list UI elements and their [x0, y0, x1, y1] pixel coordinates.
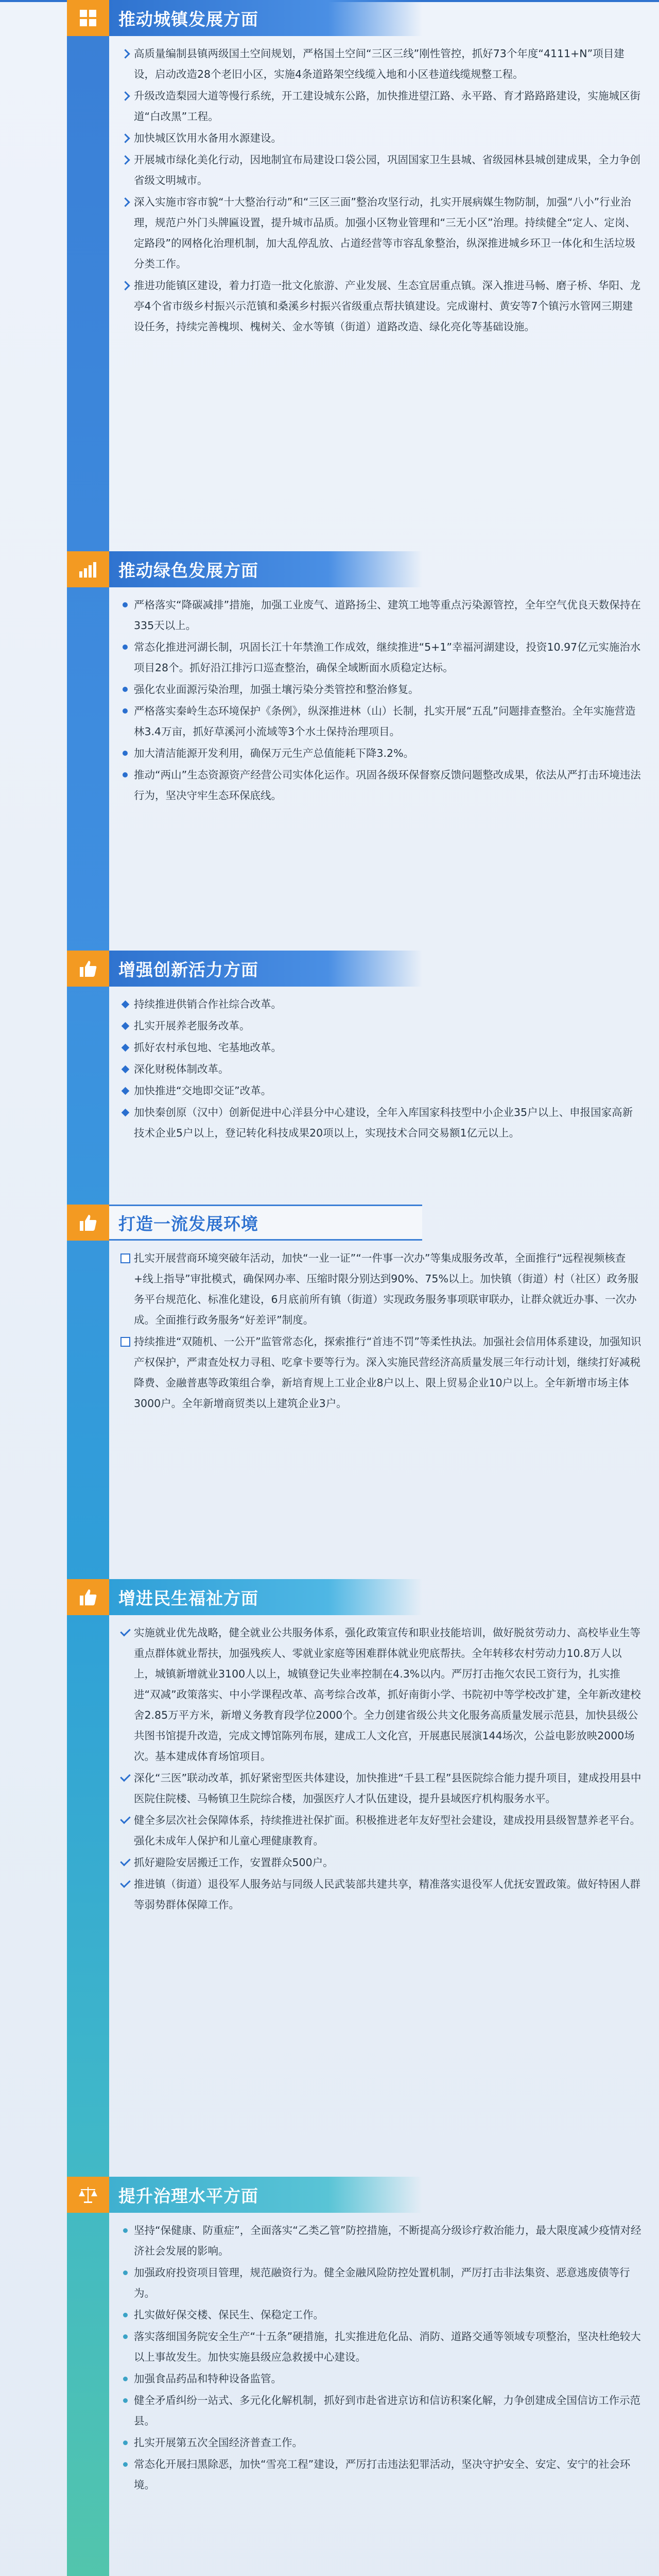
list-item — [117, 1015, 643, 1036]
item-text: 加快城区饮用水备用水源建设。 — [134, 132, 282, 144]
list-item — [117, 1768, 643, 1809]
item-text: 健全矛盾纠纷一站式、多元化化解机制，抓好到市赴省进京访和信访积案化解，力争创建成全国信访工作示范县。 — [134, 2394, 640, 2427]
item-text: 加快秦创原（汉中）创新促进中心洋县分中心建设，全年入库国家科技型中小企业35户以上、申报国家高新技术企业5户以上，登记转化科技成果20项以上，实现技术合同交易额1亿元以上。 — [134, 1106, 633, 1139]
item-text: 加快推进“交地即交证”改革。 — [134, 1084, 272, 1097]
section-header — [67, 551, 422, 587]
square-bullet-icon — [118, 1248, 132, 1268]
check-icon — [118, 1768, 132, 1788]
section-header — [67, 0, 422, 36]
section-title: 提升治理水平方面 — [109, 2177, 422, 2213]
list-item — [117, 595, 643, 636]
diamond-bullet-icon — [118, 1080, 132, 1101]
list-item — [117, 149, 643, 191]
item-text: 深化财税体制改革。 — [134, 1063, 229, 1075]
section-content — [117, 43, 643, 338]
item-text: 加强食品药品和特种设备监管。 — [134, 2372, 282, 2385]
item-text: 扎实开展养老服务改革。 — [134, 1020, 250, 1032]
dot-bullet-icon — [118, 595, 132, 615]
item-text: 加大清洁能源开发利用，确保万元生产总值能耗下降3.2%。 — [134, 747, 414, 759]
list-item — [117, 43, 643, 84]
item-text: 常态化推进河湖长制，巩固长江十年禁渔工作成效，继续推进“5+1”幸福河湖建设，投资10.97亿元实施治水项目28个。抓好沿江排污口巡查整治，确保全域断面水质稳定达标。 — [134, 641, 641, 674]
dot-bullet-icon — [118, 2454, 132, 2475]
section-content — [117, 595, 643, 807]
chevron-right-icon — [118, 128, 132, 148]
item-text: 深入实施市容市貌“十大整治行动”和“三区三面”整治攻坚行动，扎实开展病媒生物防制，加强“八小”行业治理，规范户外门头牌匾设置，提升城市品质。加强小区物业管理和“三无小区”治理。持续健全“定人、定岗、定路段”的网格化治理机制，加大乱停乱放、占道经营等市容乱象整治，纵深推进城乡环卫一体化和生活垃圾分类工作。 — [134, 196, 636, 270]
item-text: 深化“三医”联动改革，抓好紧密型医共体建设，加快推进“千县工程”县医院综合能力提升项目，建成投用县中医院住院楼、马畅镇卫生院综合楼，加强医疗人才队伍建设，提升县域医疗机构服务水平。 — [134, 1772, 641, 1805]
dot-bullet-icon — [118, 2432, 132, 2453]
section-header — [67, 951, 422, 987]
dot-bullet-icon — [118, 2262, 132, 2283]
thumbs-up-icon — [67, 1205, 109, 1241]
list-item — [117, 1852, 643, 1873]
section-header — [67, 1205, 422, 1241]
section-title: 增进民生福祉方面 — [109, 1579, 422, 1615]
dot-bullet-icon — [118, 2220, 132, 2241]
section-content — [117, 1622, 643, 1916]
list-item — [117, 2220, 643, 2261]
list-item — [117, 2304, 643, 2325]
list-item — [117, 1080, 643, 1101]
list-item — [117, 1102, 643, 1143]
item-text: 扎实开展营商环境突破年活动，加快“一业一证”“一件事一次办”等集成服务改革，全面推行“远程视频核查+线上指导”审批模式，确保网办率、压缩时限分别达到90%、75%以上。加快镇（街道）村（社区）政务服务平台规范化、标准化建设，6月底前所有镇（街道）实现政务服务事项联审联办，让群众就近办事、一次办成。全面推行政务服务“好差评”制度。 — [134, 1252, 638, 1326]
list-item — [117, 1874, 643, 1915]
item-text: 落实落细国务院安全生产“十五条”硬措施，扎实推进危化品、消防、道路交通等领域专项整治，坚决杜绝较大以上事故发生。加快实施县级应急救援中心建设。 — [134, 2330, 641, 2363]
list-item — [117, 2432, 643, 2453]
item-text: 坚持“保健康、防重症”，全面落实“乙类乙管”防控措施，不断提高分级诊疗救治能力，最大限度减少疫情对经济社会发展的影响。 — [134, 2224, 641, 2257]
list-item — [117, 637, 643, 678]
square-bullet-icon — [118, 1331, 132, 1352]
chevron-right-icon — [118, 149, 132, 170]
dot-bullet-icon — [118, 701, 132, 721]
thumbs-up-icon — [67, 951, 109, 987]
check-icon — [118, 1874, 132, 1894]
diamond-bullet-icon — [118, 994, 132, 1014]
check-icon — [118, 1810, 132, 1831]
list-item — [117, 2454, 643, 2495]
list-item — [117, 2326, 643, 2367]
dot-bullet-icon — [118, 2390, 132, 2411]
item-text: 实施就业优先战略，健全就业公共服务体系，强化政策宣传和职业技能培训，做好脱贫劳动力、高校毕业生等重点群体就业帮扶，加强残疾人、零就业家庭等困难群体就业兜底帮扶。全年转移农村劳动力10.8万人以上，城镇新增就业3100人以上，城镇登记失业率控制在4.3%以内。严厉打击拖欠农民工资行为，扎实推进“双减”政策落实、中小学课程改革、高考综合改革，抓好南街小学、书院初中等学校改扩建，全年新改建校舍2.85万平方米，新增义务教育段学位2000个。全力创建省级公共文化服务高质量发展示范县，加快县级公共图书馆提升改造，完成文博馆陈列布展，建成工人文化宫，开展惠民展演144场次，公益电影放映2000场次。基本建成体育场馆项目。 — [134, 1626, 641, 1762]
list-item — [117, 2368, 643, 2389]
balance-scale-icon — [67, 2177, 109, 2213]
chevron-right-icon — [118, 275, 132, 296]
list-item — [117, 1037, 643, 1058]
item-text: 强化农业面源污染治理，加强土壤污染分类管控和整治修复。 — [134, 683, 419, 696]
list-item — [117, 1248, 643, 1330]
chevron-right-icon — [118, 192, 132, 212]
dot-bullet-icon — [118, 2326, 132, 2347]
dot-bullet-icon — [118, 765, 132, 785]
item-text: 推动“两山”生态资源资产经营公司实体化运作。巩固各级环保督察反馈问题整改成果，依法从严打击环境违法行为，坚决守牢生态环保底线。 — [134, 769, 641, 802]
section-content — [117, 994, 643, 1144]
section-header — [67, 2177, 422, 2213]
item-text: 推进镇（街道）退役军人服务站与同级人民武装部共建共享，精准落实退役军人优抚安置政策。做好特困人群等弱势群体保障工作。 — [134, 1878, 640, 1911]
thumbs-up-icon — [67, 1579, 109, 1615]
item-text: 持续推进供销合作社综合改革。 — [134, 998, 282, 1010]
list-item — [117, 192, 643, 274]
item-text: 健全多层次社会保障体系，持续推进社保扩面。积极推进老年友好型社会建设，建成投用县级智慧养老平台。强化未成年人保护和儿童心理健康教育。 — [134, 1814, 640, 1847]
list-item — [117, 765, 643, 806]
check-icon — [118, 1622, 132, 1643]
list-item — [117, 2390, 643, 2431]
section-title: 推动城镇发展方面 — [109, 0, 422, 36]
bar-chart-icon — [67, 551, 109, 587]
item-text: 持续推进“双随机、一公开”监管常态化，探索推行“首违不罚”等柔性执法。加强社会信用体系建设，加强知识产权保护，严肃查处权力寻租、吃拿卡要等行为。深入实施民营经济高质量发展三年行动计划，继续打好减税降费、金融普惠等政策组合拳，新培育规上工业企业8户以上、限上贸易企业10户以上。全年新增市场主体3000户。全年新增商贸类以上建筑企业3户。 — [134, 1335, 641, 1410]
section-header — [67, 1579, 422, 1615]
section-title: 打造一流发展环境 — [109, 1205, 422, 1241]
list-item — [117, 1622, 643, 1767]
list-item — [117, 1331, 643, 1414]
item-text: 严格落实秦岭生态环境保护《条例》，纵深推进林（山）长制，扎实开展“五乱”问题排查整治。全年实施营造林3.4万亩，抓好草溪河小流域等3个水土保持治理项目。 — [134, 705, 636, 738]
list-item — [117, 86, 643, 127]
item-text: 开展城市绿化美化行动，因地制宜布局建设口袋公园，巩固国家卫生县城、省级园林县城创建成果，全力争创省级文明城市。 — [134, 154, 640, 187]
item-text: 升级改造梨园大道等慢行系统，开工建设城东公路，加快推进望江路、永平路、育才路路路建设，实施城区街道“白改黑”工程。 — [134, 90, 640, 123]
item-text: 严格落实“降碳减排”措施，加强工业废气、道路扬尘、建筑工地等重点污染源管控，全年空气优良天数保持在335天以上。 — [134, 599, 641, 632]
dot-bullet-icon — [118, 2368, 132, 2389]
item-text: 推进功能镇区建设，着力打造一批文化旅游、产业发展、生态宜居重点镇。深入推进马畅、磨子桥、华阳、龙亭4个省市级乡村振兴示范镇和桑溪乡村振兴省级重点帮扶镇建设。完成谢村、黄安等7个镇污水管网三期建设任务，持续完善槐坝、槐树关、金水等镇（街道）道路改造、绿化亮化等基础设施。 — [134, 279, 640, 333]
list-item — [117, 1059, 643, 1079]
item-text: 扎实做好保交楼、保民生、保稳定工作。 — [134, 2309, 324, 2321]
section-content — [117, 2220, 643, 2496]
dot-bullet-icon — [118, 743, 132, 764]
item-text: 高质量编制县镇两级国土空间规划，严格国土空间“三区三线”刚性管控，抓好73个年度“4111+N”项目建设，启动改造28个老旧小区，实施4条道路架空线缆入地和小区巷道线缆规整工程。 — [134, 47, 625, 80]
dot-bullet-icon — [118, 637, 132, 657]
grid-icon — [67, 0, 109, 36]
dot-bullet-icon — [118, 2304, 132, 2325]
check-icon — [118, 1852, 132, 1873]
chevron-right-icon — [118, 86, 132, 106]
section-title: 增强创新活力方面 — [109, 951, 422, 987]
item-text: 常态化开展扫黑除恶，加快“雪亮工程”建设，严厉打击违法犯罪活动，坚决守护安全、安定、安宁的社会环境。 — [134, 2458, 631, 2491]
chevron-right-icon — [118, 43, 132, 64]
diamond-bullet-icon — [118, 1015, 132, 1036]
diamond-bullet-icon — [118, 1102, 132, 1123]
list-item — [117, 701, 643, 742]
list-item — [117, 994, 643, 1014]
list-item — [117, 2262, 643, 2303]
list-item — [117, 743, 643, 764]
list-item — [117, 679, 643, 700]
dot-bullet-icon — [118, 679, 132, 700]
section-content — [117, 1248, 643, 1415]
diamond-bullet-icon — [118, 1037, 132, 1058]
item-text: 抓好避险安居搬迁工作，安置群众500户。 — [134, 1856, 334, 1869]
section-title: 推动绿色发展方面 — [109, 551, 422, 587]
list-item — [117, 275, 643, 337]
diamond-bullet-icon — [118, 1059, 132, 1079]
item-text: 抓好农村承包地、宅基地改革。 — [134, 1041, 282, 1054]
list-item — [117, 1810, 643, 1851]
list-item — [117, 128, 643, 148]
item-text: 加强政府投资项目管理，规范融资行为。健全金融风险防控处置机制，严厉打击非法集资、恶意逃废债等行为。 — [134, 2266, 630, 2299]
item-text: 扎实开展第五次全国经济普查工作。 — [134, 2436, 303, 2449]
